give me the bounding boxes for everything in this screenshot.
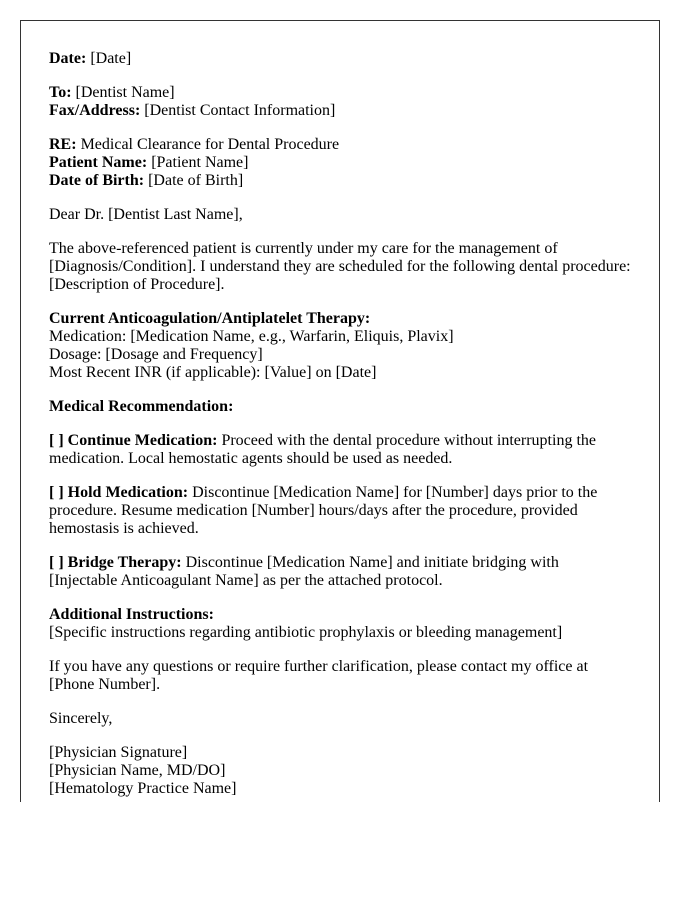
date-line: Date: [Date]	[49, 50, 132, 67]
option-hold: [ ] Hold Medication: Discontinue [Medication Name] for [Number] days prior to the procedure. Resume medication [Number] hours/days after the procedure, provided hemostasis is achieved.	[49, 484, 598, 537]
letter-page	[20, 20, 660, 802]
intro-paragraph: The above-referenced patient is currently under my care for the management of [Diagnosis/Condition]. I understand they are scheduled for the following dental procedure: [Description of Procedure].	[49, 240, 631, 293]
salutation: Dear Dr. [Dentist Last Name],	[49, 206, 243, 223]
therapy-block: Current Anticoagulation/Antiplatelet Therapy: Medication: [Medication Name, e.g., Warfarin, Eliquis, Plavix] Dosage: [Dosage and Frequency] Most Recent INR (if applicable): [Value] on [Date]	[49, 310, 454, 381]
subject-block: RE: Medical Clearance for Dental Procedure Patient Name: [Patient Name] Date of Birth: [Date of Birth]	[49, 136, 340, 189]
recommendation-heading: Medical Recommendation:	[49, 398, 234, 415]
additional-instructions: Additional Instructions: [Specific instructions regarding antibiotic prophylaxis or bleeding management]	[49, 606, 563, 641]
option-bridge: [ ] Bridge Therapy: Discontinue [Medication Name] and initiate bridging with [Injectable Anticoagulant Name] as per the attached protocol.	[49, 554, 559, 589]
signoff: Sincerely,	[49, 710, 113, 727]
option-continue: [ ] Continue Medication: Proceed with the dental procedure without interrupting the medication. Local hemostatic agents should be used as needed.	[49, 432, 596, 467]
therapy-heading: Current Anticoagulation/Antiplatelet Therapy:	[49, 310, 371, 327]
signature-block: [Physician Signature] [Physician Name, MD/DO] [Hematology Practice Name]	[49, 744, 237, 797]
recipient-block: To: [Dentist Name] Fax/Address: [Dentist Contact Information]	[49, 84, 336, 119]
closing-paragraph: If you have any questions or require further clarification, please contact my office at [Phone Number].	[49, 658, 589, 693]
